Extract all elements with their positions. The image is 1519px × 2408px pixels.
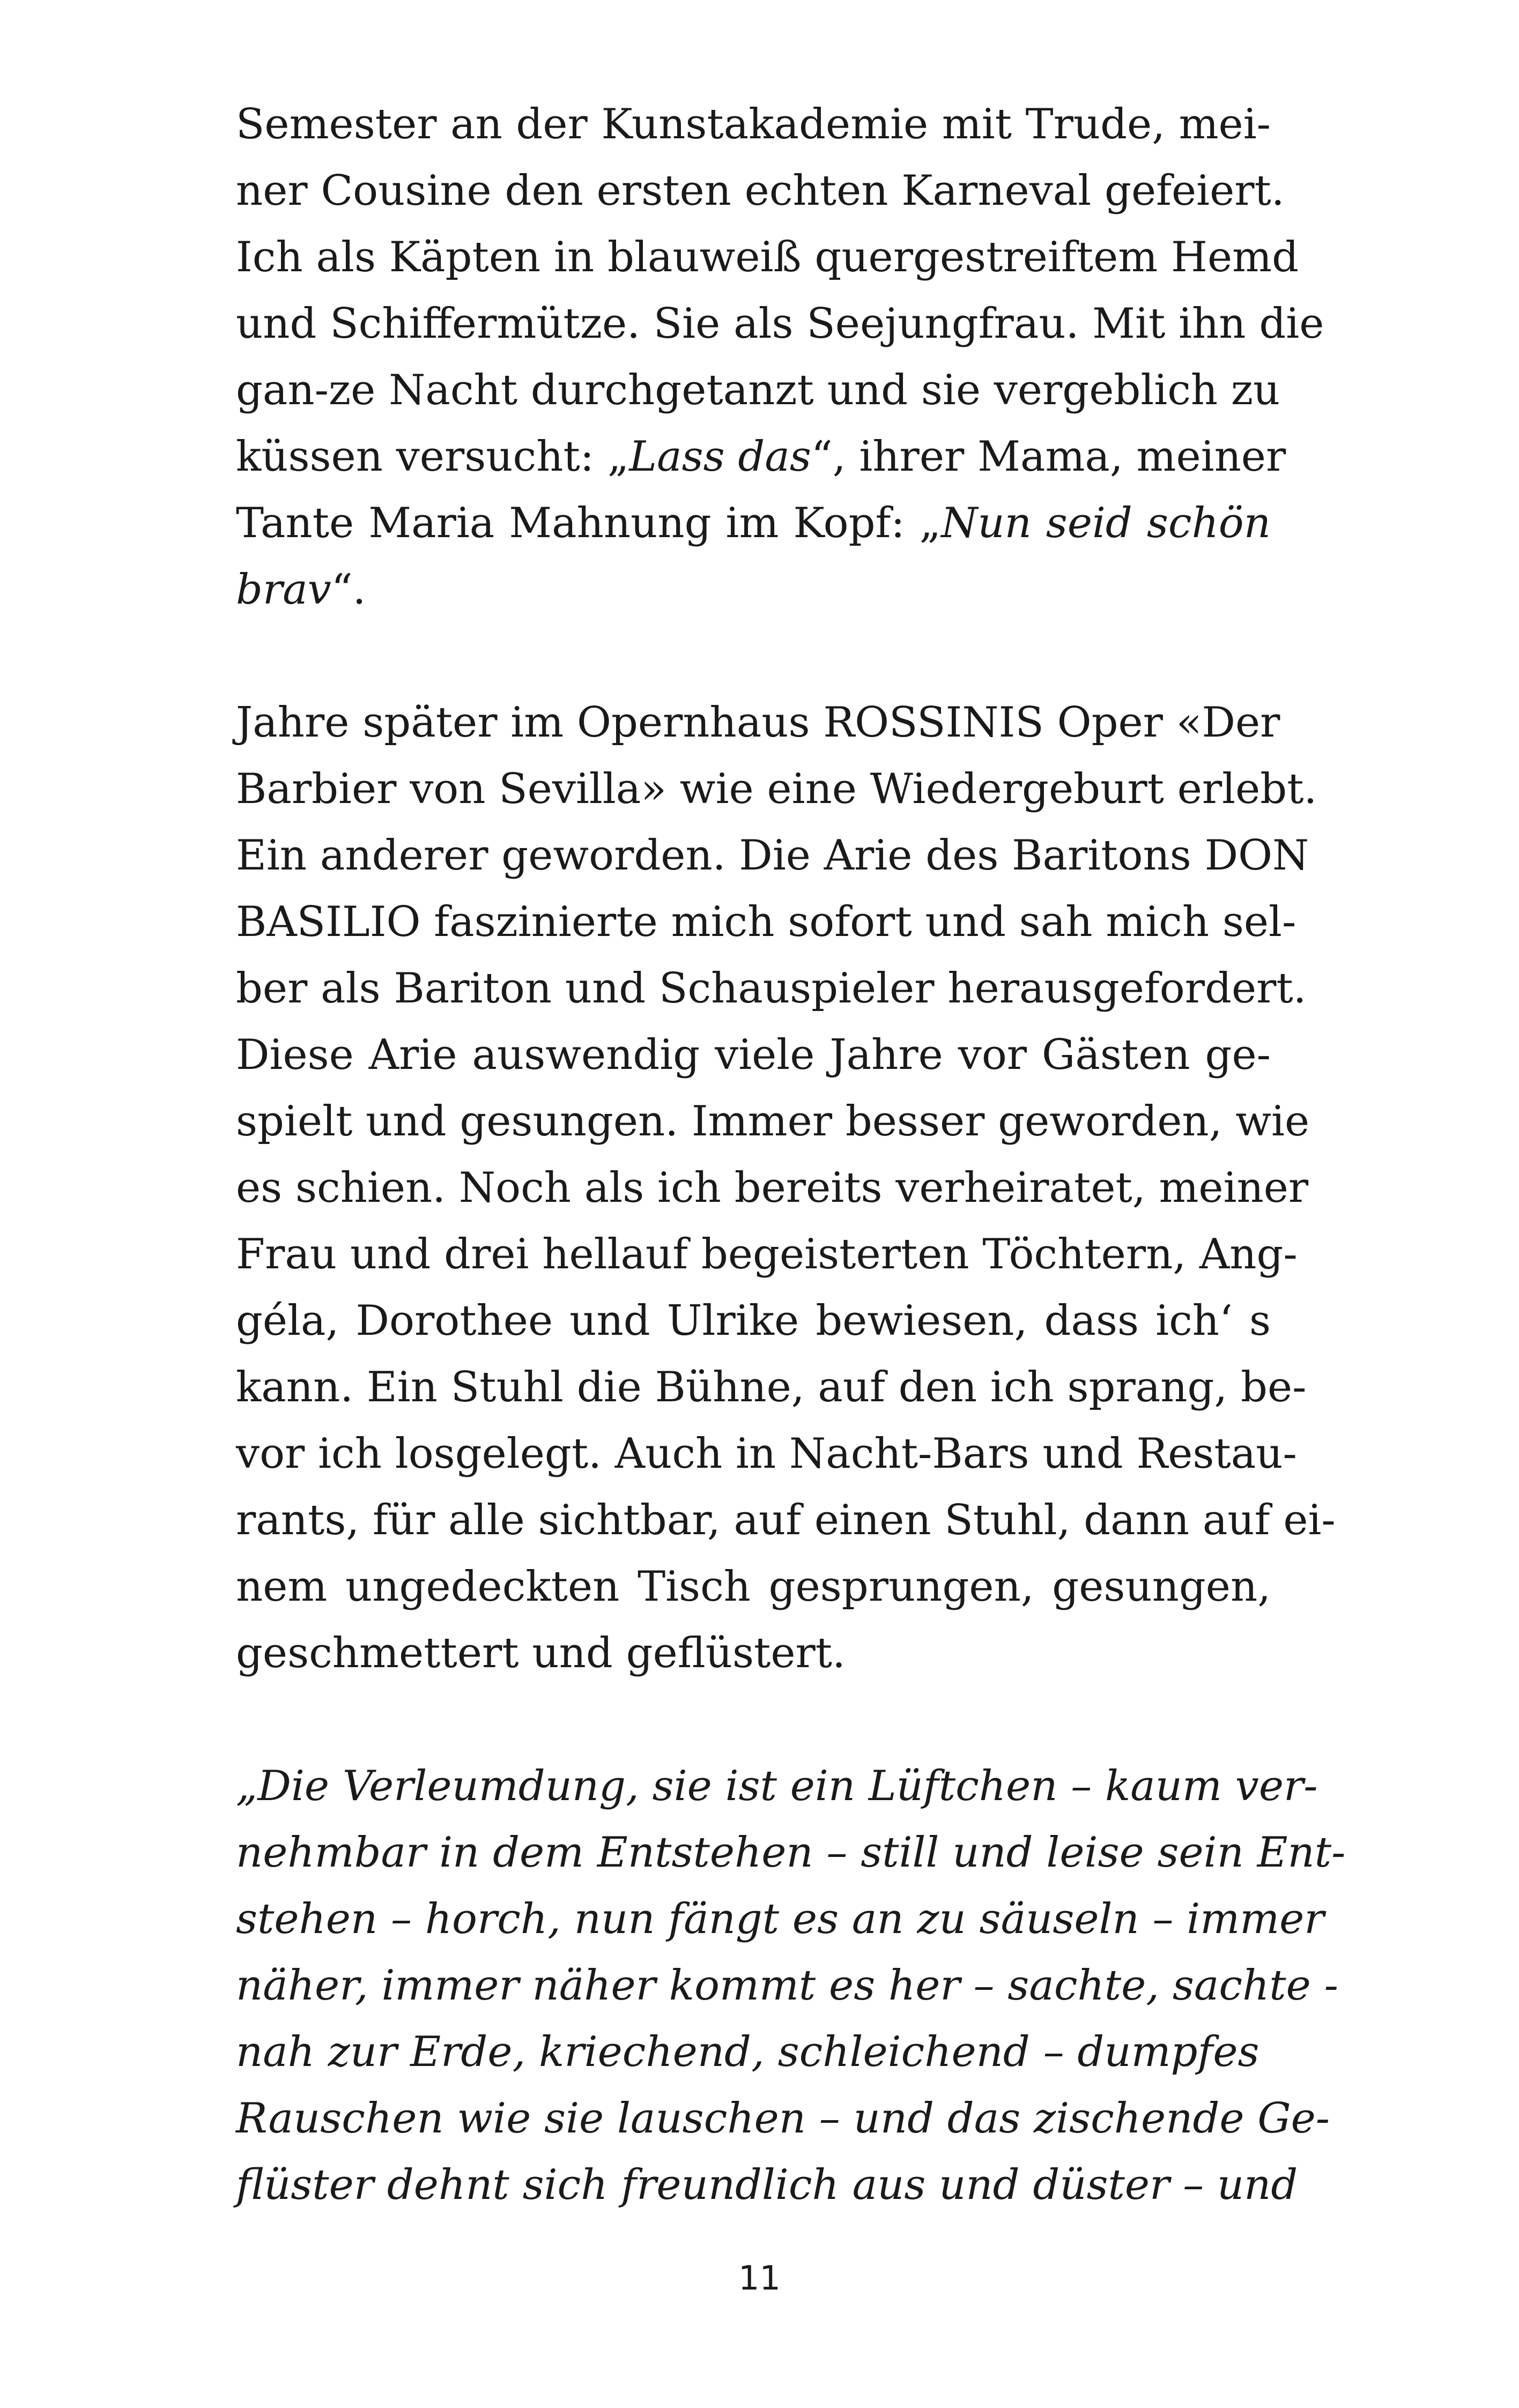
italic-quote: Lass das xyxy=(629,433,811,481)
paragraph-3-quote xyxy=(236,1753,1346,2218)
text-line: nem ungedeckten Tisch gesprungen, gesungen, xyxy=(236,1563,1271,1611)
text-line: näher, immer näher kommt es her – sachte, sachte - xyxy=(236,1961,1338,2010)
text-line: BASILIO faszinierte mich sofort und sah mich sel- xyxy=(236,898,1296,946)
text-line: geschmettert und geflüstert. xyxy=(236,1629,846,1677)
text-line: géla, Dorothee und Ulrike bewiesen, dass ich‘ s xyxy=(236,1297,1271,1345)
text-line: vor ich losgelegt. Auch in Nacht-Bars und Restau- xyxy=(236,1430,1297,1478)
text-line: Semester an der Kunstakademie mit Trude, mei- xyxy=(236,100,1271,148)
text-line xyxy=(236,556,1271,623)
text-line: Ein anderer geworden. Die Arie des Baritons DON xyxy=(236,831,1309,880)
text-line xyxy=(236,423,1286,490)
text-line: flüster dehnt sich freundlich aus und düster – und xyxy=(236,2161,1298,2209)
text-line: gan-ze Nacht durchgetanzt und sie vergeblich zu xyxy=(236,366,1280,414)
paragraph-2 xyxy=(236,689,1336,1686)
text-line: Jahre später im Opernhaus ROSSINIS Oper «Der xyxy=(236,698,1280,747)
page-body xyxy=(236,91,1346,2285)
text-segment: “. xyxy=(331,566,366,614)
text-line: nah zur Erde, kriechend, schleichend – dumpfes xyxy=(236,2028,1259,2076)
text-line: ner Cousine den ersten echten Karneval gefeiert. xyxy=(236,167,1285,215)
italic-quote: Nun seid schön xyxy=(941,499,1271,547)
text-line: Rauschen wie sie lauschen – und das zischende Ge- xyxy=(236,2094,1330,2143)
text-line: stehen – horch, nun fängt es an zu säuseln – immer xyxy=(236,1895,1324,1943)
text-line: Diese Arie auswendig viele Jahre vor Gästen ge- xyxy=(236,1031,1271,1079)
text-segment: küssen versucht: „ xyxy=(236,433,629,481)
text-line: nehmbar in dem Entstehen – still und leise sein Ent- xyxy=(236,1829,1346,1877)
text-line: Ich als Käpten in blauweiß quergestreiftem Hemd xyxy=(236,233,1299,281)
text-line: rants, für alle sichtbar, auf einen Stuhl, dann auf ei- xyxy=(236,1496,1336,1544)
text-line: spielt und gesungen. Immer besser geworden, wie xyxy=(236,1097,1310,1146)
text-line: ber als Bariton und Schauspieler herausgefordert. xyxy=(236,964,1307,1013)
paragraph-1 xyxy=(236,91,1324,623)
text-line: und Schiffermütze. Sie als Seejungfrau. Mit ihn die xyxy=(236,300,1324,348)
text-line: Barbier von Sevilla» wie eine Wiedergeburt erlebt. xyxy=(236,765,1317,813)
text-line: kann. Ein Stuhl die Bühne, auf den ich sprang, be- xyxy=(236,1363,1307,1411)
text-line xyxy=(236,490,1271,556)
text-segment: “, ihrer Mama, meiner xyxy=(811,433,1286,481)
text-line: „Die Verleumdung, sie ist ein Lüftchen – kaum ver- xyxy=(236,1762,1318,1810)
page-number: 11 xyxy=(738,2258,781,2298)
text-segment: Tante Maria Mahnung im Kopf: „ xyxy=(236,499,942,547)
text-line: es schien. Noch als ich bereits verheiratet, meiner xyxy=(236,1164,1309,1212)
text-line: Frau und drei hellauf begeisterten Töchtern, Ang- xyxy=(236,1230,1298,1279)
italic-quote: brav xyxy=(236,566,331,614)
